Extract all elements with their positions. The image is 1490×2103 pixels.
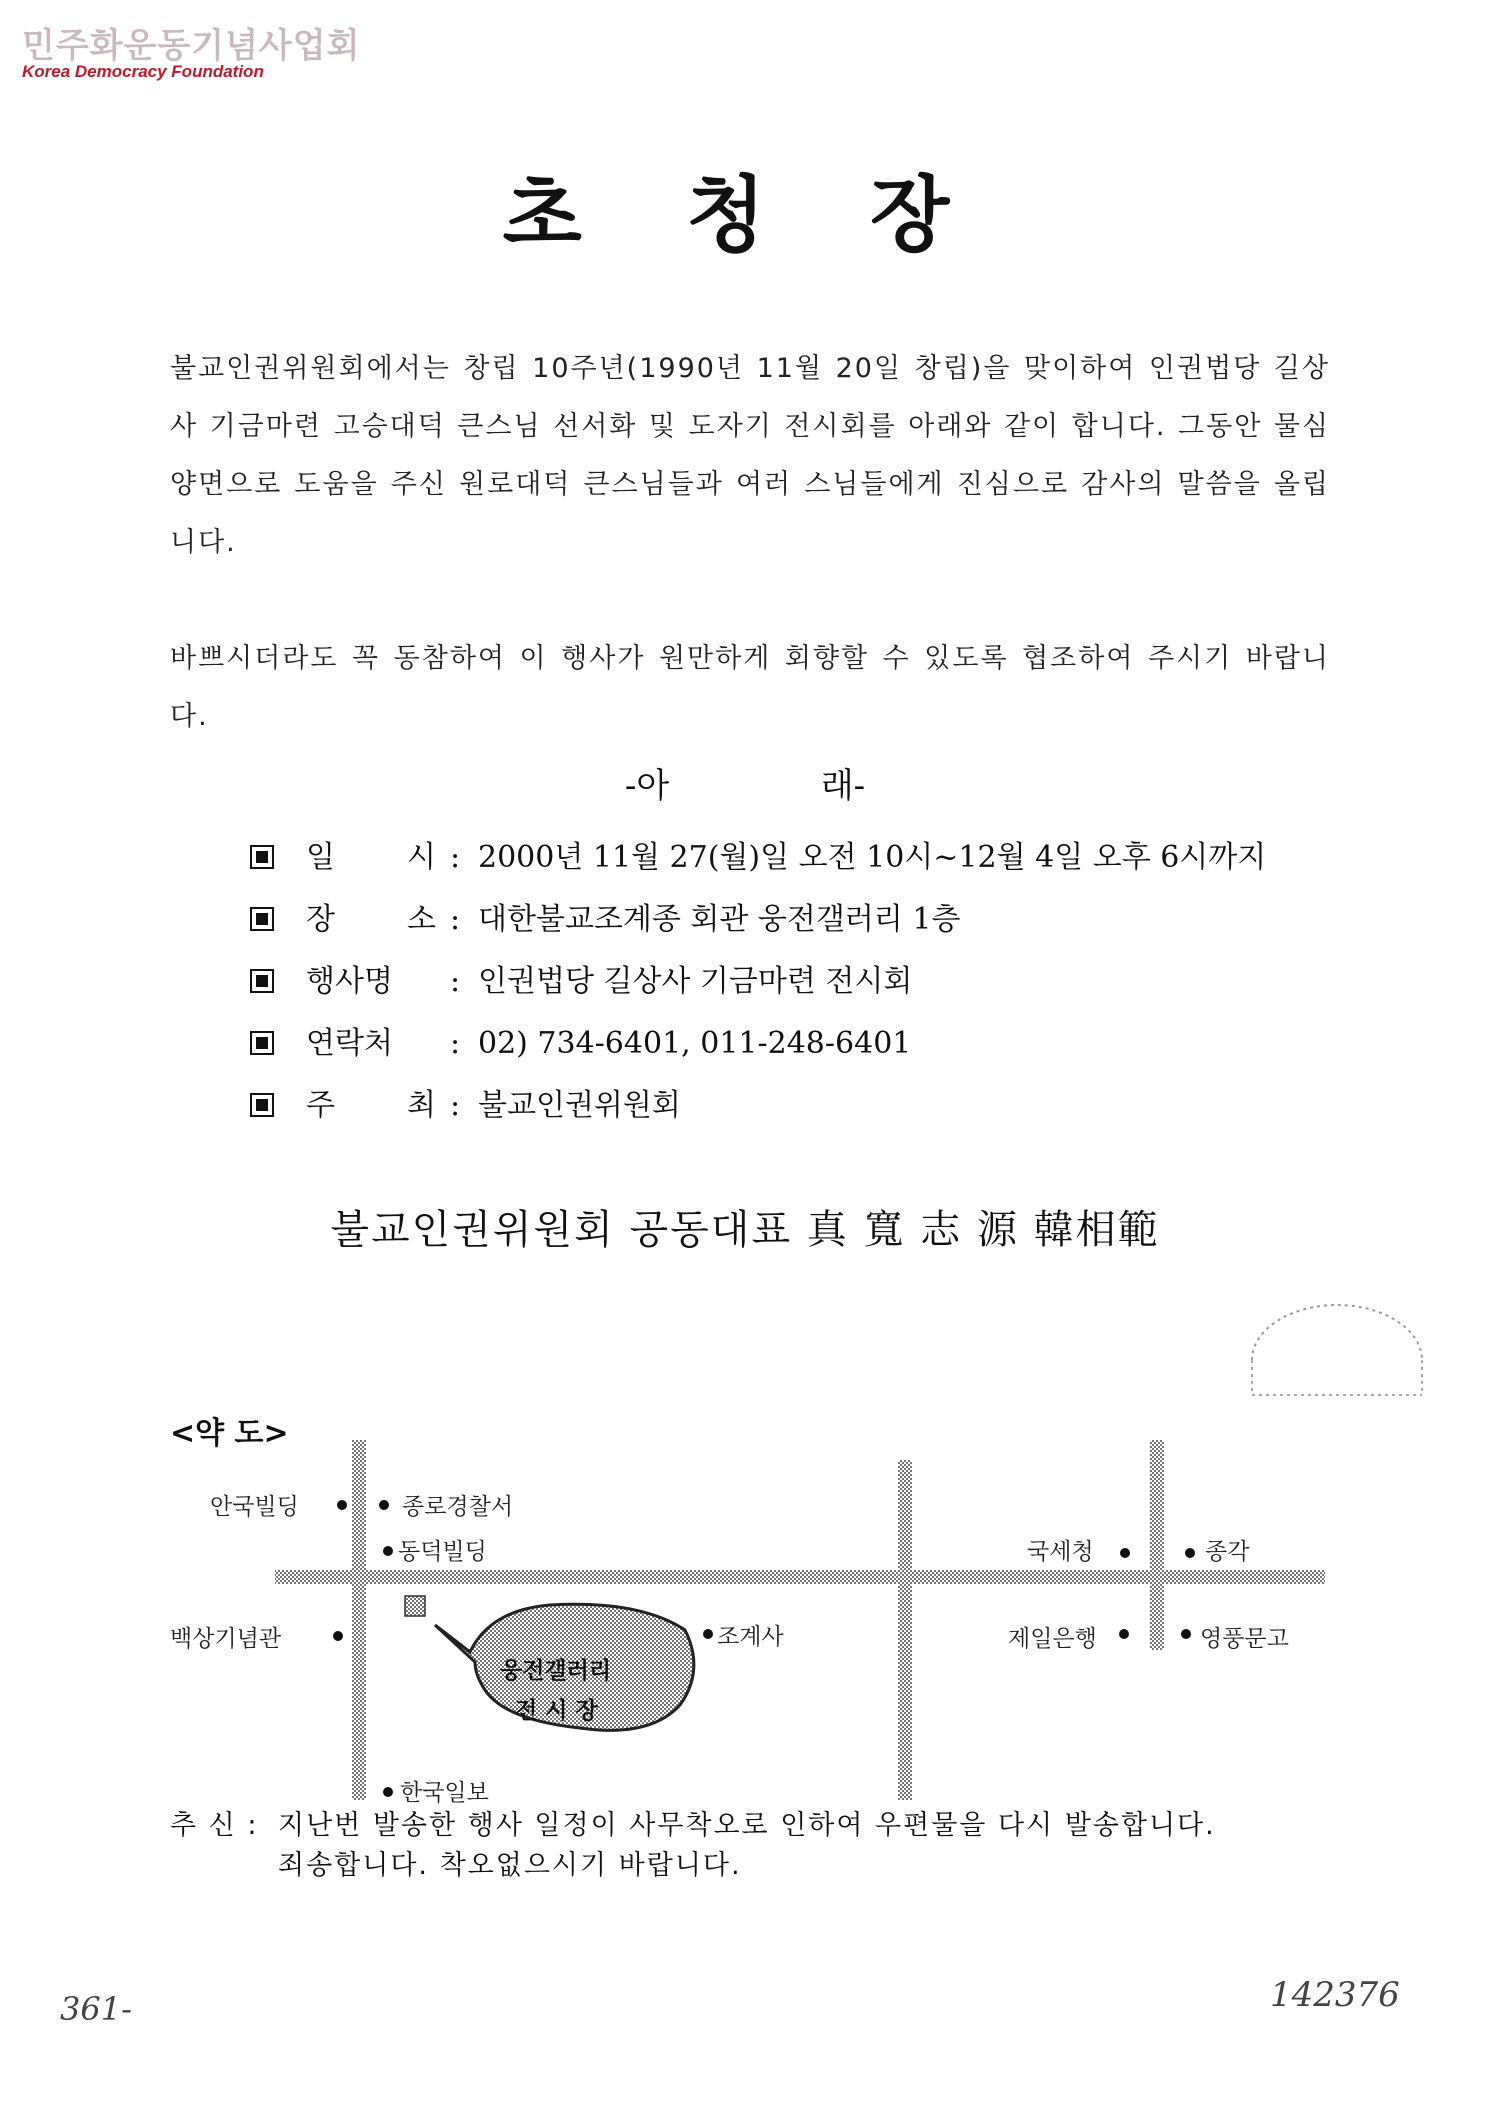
- detail-label: 주 최: [306, 1088, 436, 1123]
- map-label-hankook-ilbo: 한국일보: [400, 1780, 489, 1806]
- map-label-anguk-building: 안국빌딩: [210, 1494, 299, 1520]
- handwritten-note-left: 361-: [60, 1990, 132, 2028]
- signature-line: 불교인권위원회 공동대표 真 寬 志 源 韓相範: [330, 1207, 1160, 1253]
- bullet-square-icon: [250, 1093, 274, 1117]
- request-paragraph: 바쁘시더라도 꼭 동참하여 이 행사가 원만하게 회향할 수 있도록 협조하여 주시기 바랍니다.: [170, 643, 1330, 732]
- map-label-jeil-bank: 제일은행: [1008, 1626, 1097, 1652]
- bullet-square-icon: [250, 969, 274, 993]
- bullet-square-icon: [250, 1031, 274, 1055]
- below-heading-right: 래-: [820, 766, 866, 806]
- detail-label: 장 소: [306, 902, 436, 937]
- detail-value: 2000년 11월 27(월)일 오전 10시~12월 4일 오후 6시까지: [478, 840, 1267, 875]
- road-right: [1150, 1440, 1164, 1650]
- detail-label: 연락처: [306, 1026, 393, 1061]
- below-heading-left: -아: [624, 766, 670, 806]
- foundation-logo-korean: 민주화운동기념사업회: [22, 26, 361, 66]
- road-left: [352, 1440, 366, 1800]
- map-label-dongdeok-building: 동덕빌딩: [398, 1539, 487, 1565]
- map-label-youngpung-books: 영풍문고: [1200, 1626, 1289, 1652]
- bullet-square-icon: [250, 845, 274, 869]
- handwritten-note-right: 142376: [1270, 1975, 1400, 2015]
- main-road: [275, 1570, 1325, 1584]
- map-label-gallery: 웅전갤러리: [500, 1658, 612, 1684]
- detail-value: 대한불교조계종 회관 웅전갤러리 1층: [478, 902, 961, 937]
- map-title: <약 도>: [170, 1416, 289, 1451]
- detail-value: 불교인권위원회: [478, 1088, 681, 1123]
- detail-value: 인권법당 길상사 기금마련 전시회: [478, 964, 913, 999]
- map-label-national-tax: 국세청: [1027, 1539, 1094, 1565]
- postscript-line-2: 죄송합니다. 착오없으시기 바랍니다.: [278, 1850, 742, 1881]
- page-title: 초 청 장: [502, 168, 988, 263]
- bullet-square-icon: [250, 907, 274, 931]
- received-stamp-icon: [1232, 1300, 1442, 1440]
- map-label-jonggak: 종각: [1205, 1539, 1250, 1565]
- detail-label: 행사명: [306, 964, 393, 999]
- postscript-line-1: 지난번 발송한 행사 일정이 사무착오로 인하여 우편물을 다시 발송합니다.: [278, 1810, 1216, 1841]
- road-middle: [898, 1460, 912, 1800]
- below-heading: [0, 758, 1490, 807]
- detail-label: 일 시: [306, 840, 436, 875]
- foundation-logo-english: Korea Democracy Foundation: [22, 62, 264, 81]
- map-label-baeksang-memorial: 백상기념관: [170, 1626, 282, 1652]
- detail-value: 02) 734-6401, 011-248-6401: [478, 1026, 912, 1061]
- map-label-jogyesa: 조계사: [717, 1624, 784, 1650]
- gallery-building-icon: [405, 1596, 425, 1616]
- postscript-header: 추 신 :: [170, 1810, 259, 1841]
- intro-paragraph: 불교인권위원회에서는 창립 10주년(1990년 11월 20일 창립)을 맞이하여 인권법당 길상사 기금마련 고승대덕 큰스님 선서화 및 도자기 전시회를 아래와 같이 합니다. 그동안 물심양면으로 도움을 주신 원로대덕 큰스님들과 여러 스님들에게 진심으로 감사의 말씀을 올립니다.: [170, 353, 1330, 558]
- map-label-exhibition-hall: 전 시 장: [515, 1698, 598, 1724]
- map-label-jongno-police: 종로경찰서: [402, 1494, 514, 1520]
